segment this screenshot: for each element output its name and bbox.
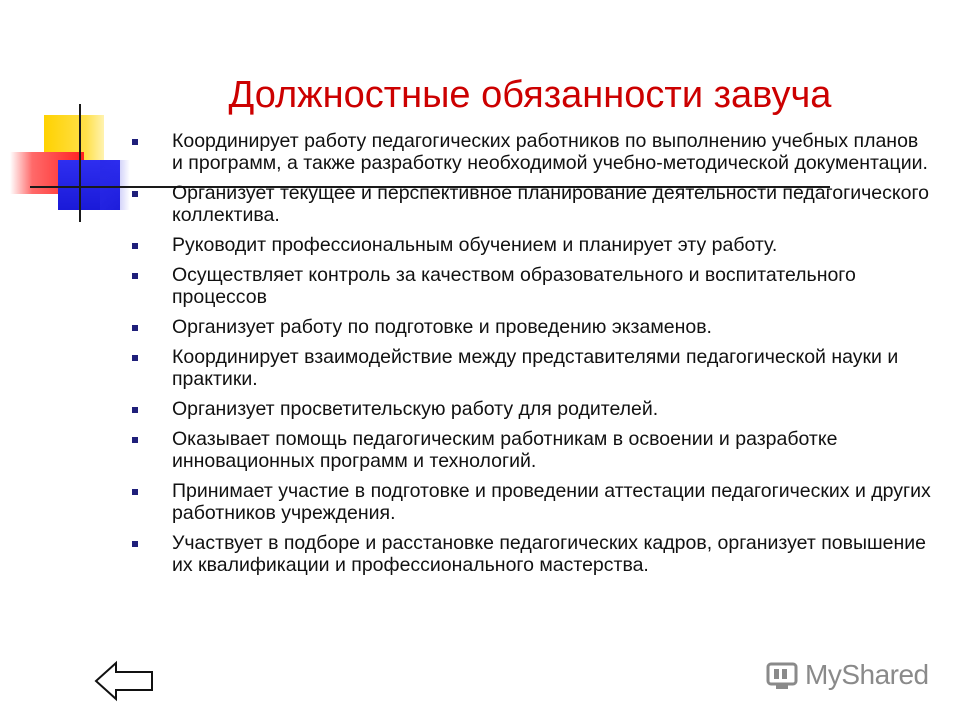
list-item-text: Оказывает помощь педагогическим работникам в освоении и разработке инновационных программ и технологий. [172, 428, 838, 472]
bullet-icon [132, 489, 138, 495]
bullet-icon [132, 273, 138, 279]
list-item [132, 532, 932, 576]
list-item-text: Принимает участие в подготовке и проведении аттестации педагогических и других работников учреждения. [172, 480, 931, 524]
decor-blue-fade [100, 160, 130, 210]
list-item-text: Руководит профессиональным обучением и планирует эту работу. [172, 234, 778, 256]
list-item [132, 398, 932, 420]
bullet-icon [132, 355, 138, 361]
list-item-text: Осуществляет контроль за качеством образовательного и воспитательного процессов [172, 264, 856, 308]
mybooks-icon [765, 658, 799, 692]
slide-title: Должностные обязанности завуча [228, 74, 832, 116]
list-item-text: Участвует в подборе и расстановке педагогических кадров, организует повышение их квалификации и профессионального мастерства. [172, 532, 926, 576]
bullet-icon [132, 407, 138, 413]
list-item [132, 234, 932, 256]
bullet-icon [132, 541, 138, 547]
list-item [132, 480, 932, 524]
decor-vertical-line [79, 104, 81, 222]
list-item [132, 346, 932, 390]
bullet-icon [132, 437, 138, 443]
list-item-text: Организует просветительскую работу для родителей. [172, 398, 659, 420]
bullet-icon [132, 191, 138, 197]
list-item [132, 264, 932, 308]
bullet-icon [132, 325, 138, 331]
list-item [132, 130, 932, 174]
list-item-text: Координирует работу педагогических работников по выполнению учебных планов и программ, а также разработку необходимой учебно-методической документации. [172, 130, 928, 174]
list-item [132, 428, 932, 472]
bullet-icon [132, 243, 138, 249]
duties-list [132, 130, 932, 584]
list-item-text: Координирует взаимодействие между представителями педагогической науки и практики. [172, 346, 899, 390]
back-arrow-icon[interactable] [94, 660, 156, 702]
watermark-logo [765, 655, 935, 695]
list-item [132, 316, 932, 338]
bullet-icon [132, 139, 138, 145]
list-item [132, 182, 932, 226]
list-item-text: Организует текущее и перспективное планирование деятельности педагогического коллектива. [172, 182, 930, 226]
watermark-text: MyShared [805, 659, 929, 690]
list-item-text: Организует работу по подготовке и проведению экзаменов. [172, 316, 712, 338]
